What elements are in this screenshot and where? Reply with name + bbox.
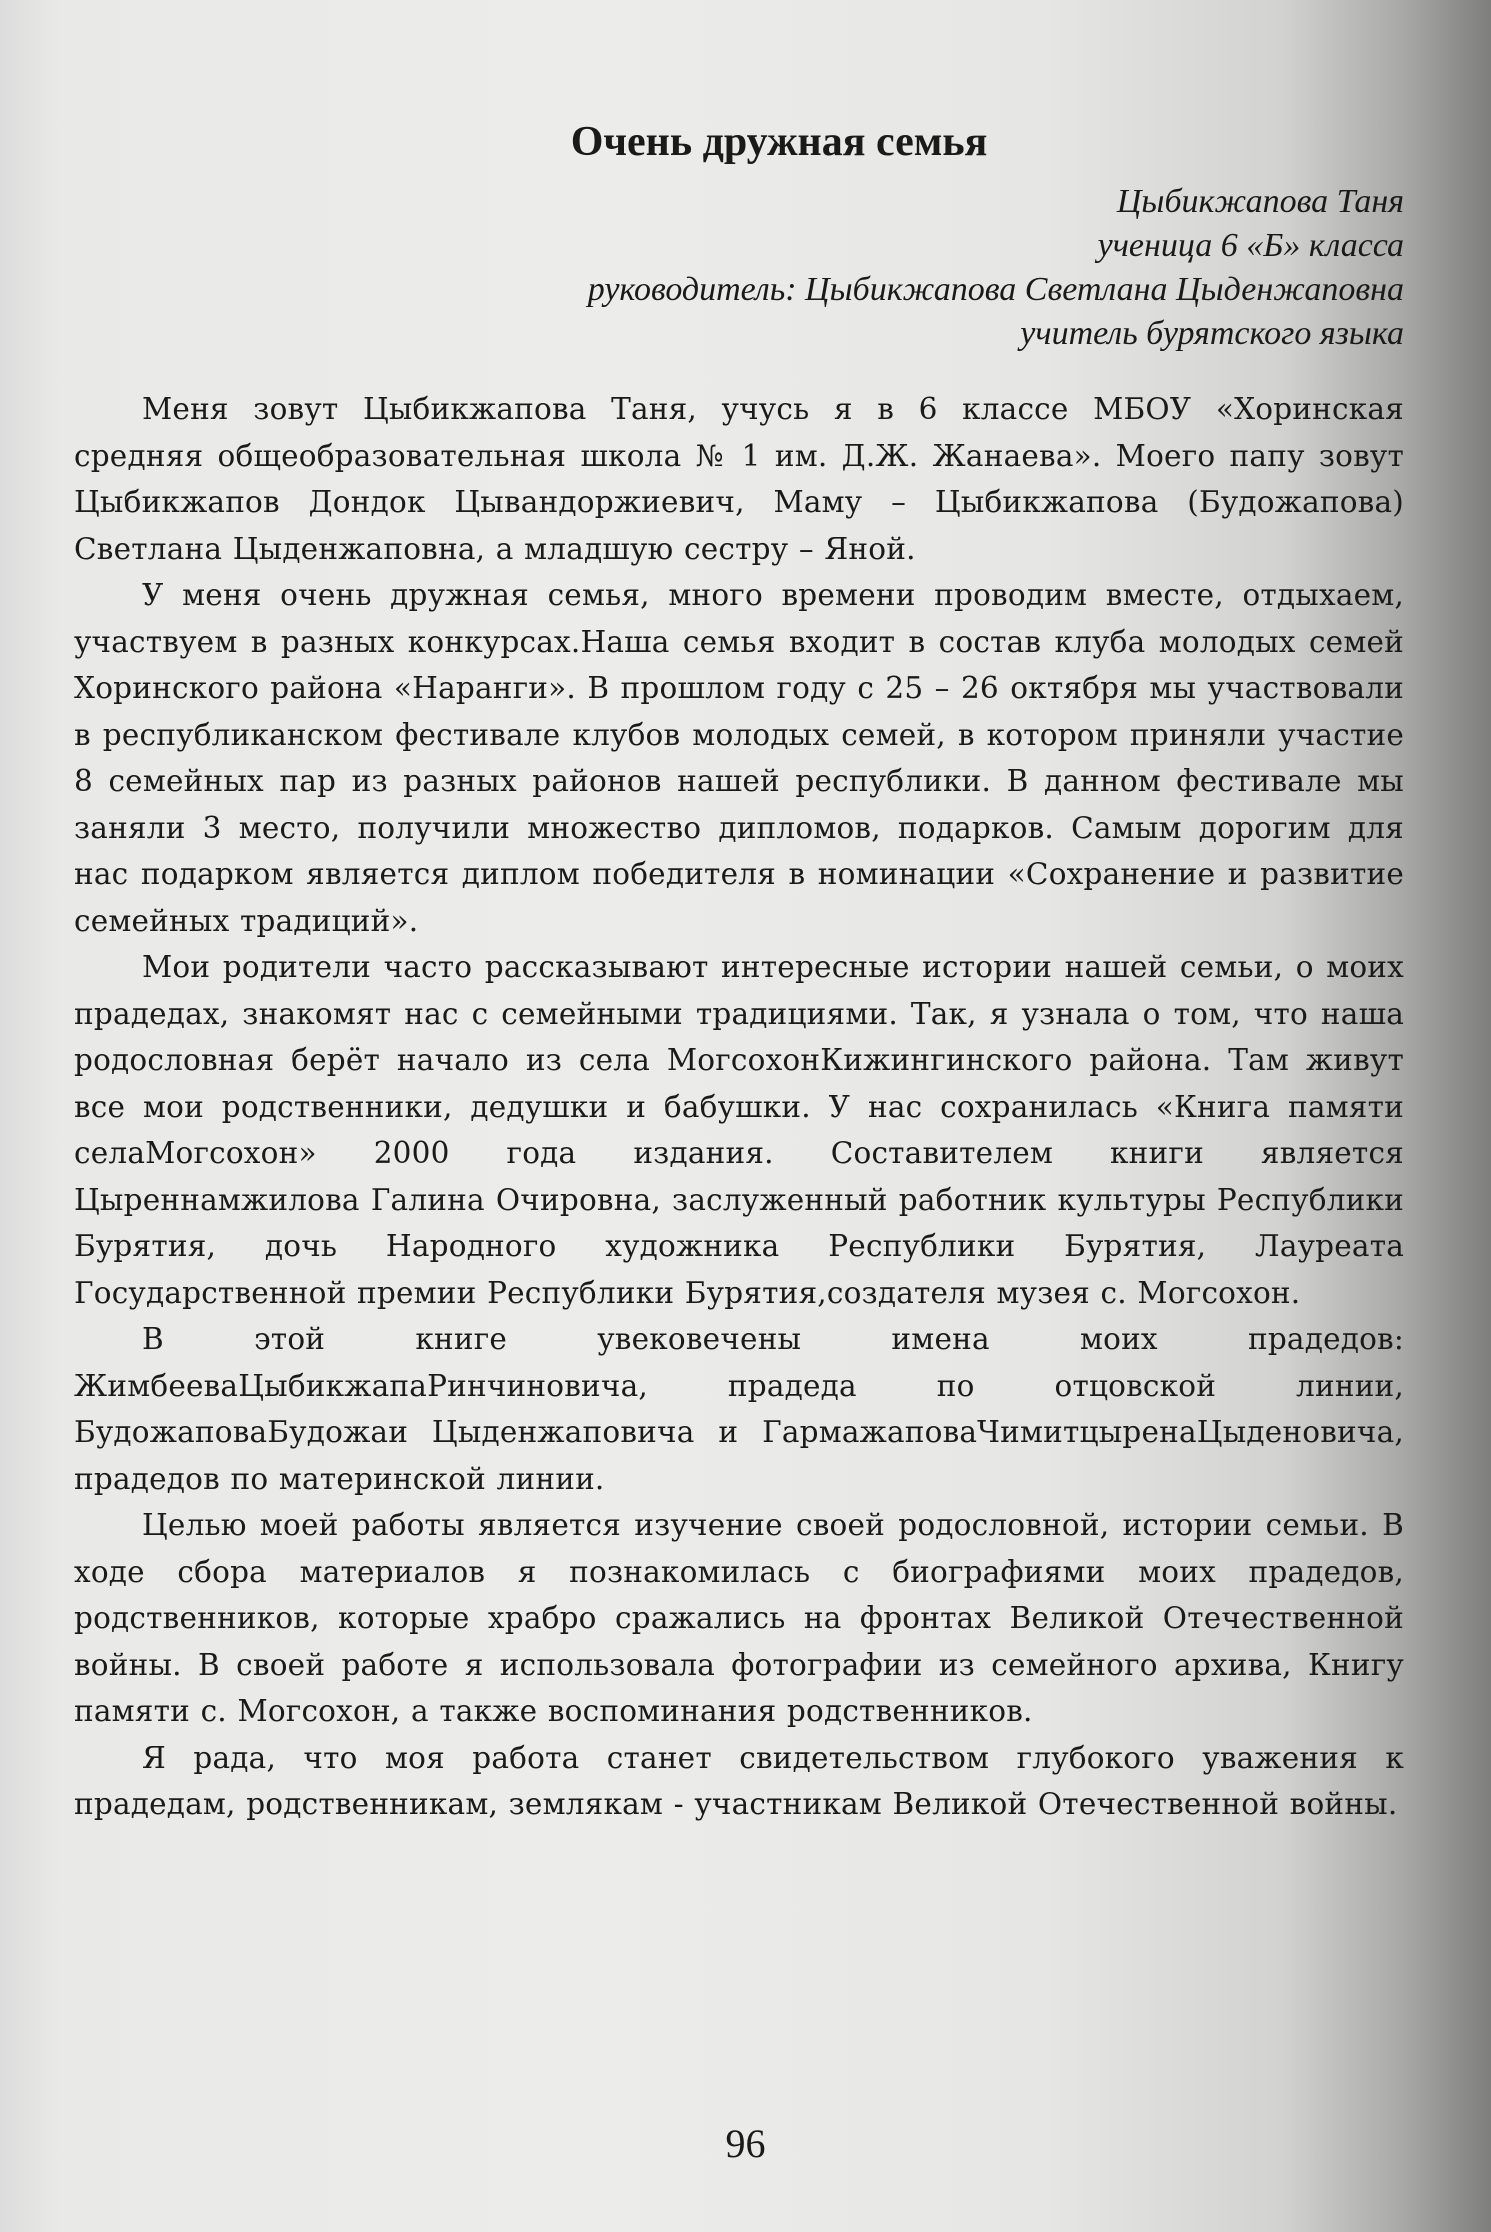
text-block xyxy=(74,118,1404,1828)
paragraph-6: Я рада, что моя работа станет свидетельством глубокого уважения к прадедам, родственникам, землякам - участникам Великой Отечественной войны. xyxy=(74,1740,1404,1821)
paragraph-4: В этой книге увековечены имена моих прадедов: ЖимбееваЦыбикжапаРинчиновича, прадеда по отцовской линии, БудожаповаБудожаи Цыденжаповича и ГармажаповаЧимитцыренаЦыденовича, прадедов по материнской линии. xyxy=(74,1322,1404,1496)
author-grade: ученица 6 «Б» класса xyxy=(1097,227,1404,264)
paragraph-5: Целью моей работы является изучение своей родословной, истории семьи. В ходе сбора материалов я познакомилась с биографиями моих прадедов, родственников, которые храбро сражались на фронтах Великой Отечественной войны. В своей работе я использовала фотографии из семейного архива, Книгу памяти с. Могсохон, а также воспоминания родственников. xyxy=(74,1508,1404,1728)
page-title: Очень дружная семья xyxy=(570,119,988,165)
author-name: Цыбикжапова Таня xyxy=(1116,183,1404,220)
supervisor-role: учитель бурятского языка xyxy=(1020,315,1404,352)
supervisor: руководитель: Цыбикжапова Светлана Цыденжаповна xyxy=(587,271,1404,308)
page-number: 96 xyxy=(725,2121,766,2166)
paragraph-3: Мои родители часто рассказывают интересные истории нашей семьи, о моих прадедах, знакомят нас с семейными традициями. Так, я узнала о том, что наша родословная берёт начало из села МогсохонКижингинского района. Там живут все мои родственники, дедушки и бабушки. У нас сохранилась «Книга памяти селаМогсохон» 2000 года издания. Составителем книги является Цыреннамжилова Галина Очировна, заслуженный работник культуры Республики Бурятия, дочь Народного художника Республики Бурятия, Лауреата Государственной премии Республики Бурятия,создателя музея с. Могсохон. xyxy=(74,950,1404,1310)
author-block xyxy=(74,180,1404,356)
paragraph-2: У меня очень дружная семья, много времени проводим вместе, отдыхаем, участвуем в разных конкурсах.Наша семья входит в состав клуба молодых семей Хоринского района «Наранги». В прошлом году с 25 – 26 октября мы участвовали в республиканском фестивале клубов молодых семей, в котором приняли участие 8 семейных пар из разных районов нашей республики. В данном фестивале мы заняли 3 место, получили множество дипломов, подарков. Самым дорогим для нас подарком является диплом победителя в номинации «Сохранение и развитие семейных традиций». xyxy=(74,578,1404,938)
paragraph-1: Меня зовут Цыбикжапова Таня, учусь я в 6 классе МБОУ «Хоринская средняя общеобразовательная школа № 1 им. Д.Ж. Жанаева». Моего папу зовут Цыбикжапов Дондок Цывандоржиевич, Маму – Цыбикжапова (Будожапова) Светлана Цыденжаповна, а младшую сестру – Яной. xyxy=(74,392,1404,566)
